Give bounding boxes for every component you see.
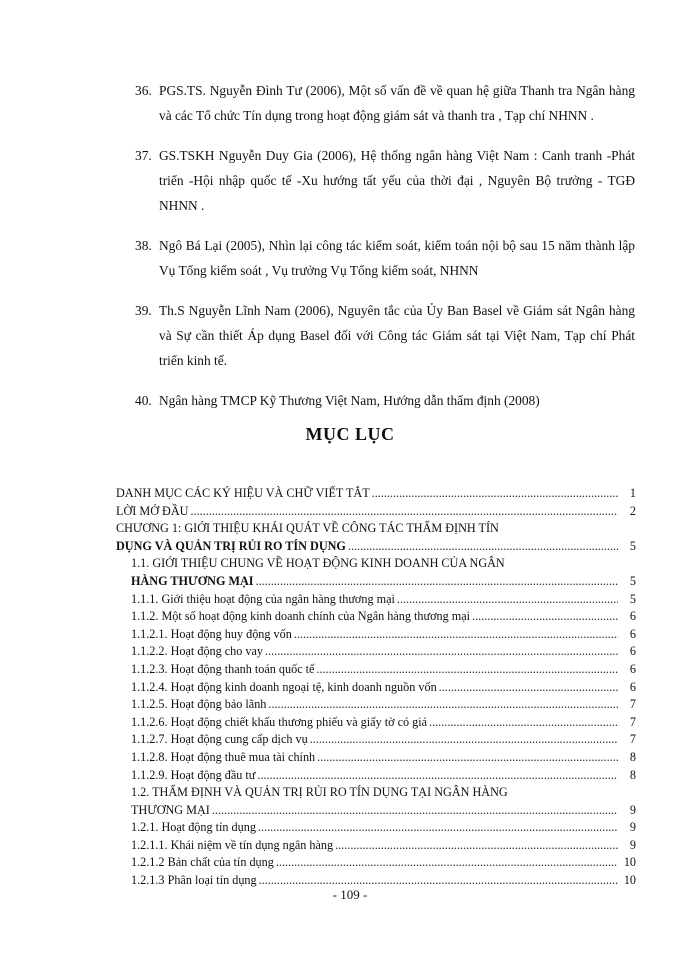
toc-entry[interactable] — [116, 520, 636, 538]
page-number-footer: - 109 - — [332, 887, 368, 902]
reference-item — [135, 233, 635, 283]
reference-text: GS.TSKH Nguyễn Duy Gia (2006), Hệ thống ngân hàng Việt Nam : Canh tranh -Phát triển -Hội nhập quốc tế -Xu hướng tất yếu của thời đại , Nguyên Bộ trưởng - TGĐ NHNN . — [159, 148, 635, 213]
toc-page-number: 6 — [629, 609, 636, 624]
toc-entry-text: LỜI MỞ ĐẦU — [116, 503, 189, 518]
toc-entry[interactable] — [116, 591, 636, 609]
toc-leader — [370, 485, 618, 503]
toc-leader — [395, 591, 618, 609]
toc-leader — [315, 749, 618, 767]
toc-page-number: 5 — [629, 538, 636, 553]
toc-entry-text: 1.2.1.1. Khái niệm về tín dụng ngân hàng — [131, 837, 334, 852]
reference-text: Ngân hàng TMCP Kỹ Thương Việt Nam, Hướng dẫn thẩm định (2008) — [159, 393, 540, 408]
toc-entry-text: DỤNG VÀ QUẢN TRỊ RỦI RO TÍN DỤNG — [116, 538, 346, 553]
toc-page-number: 10 — [623, 873, 636, 888]
toc-page-number: 9 — [629, 802, 636, 817]
table-of-contents — [116, 485, 636, 890]
toc-entry-text: 1.1.2.5. Hoạt động bảo lãnh — [131, 697, 267, 712]
reference-item — [135, 78, 635, 128]
toc-page-number: 6 — [629, 626, 636, 641]
toc-page-number: 1 — [629, 486, 636, 500]
toc-leader — [263, 643, 618, 661]
toc-entry-text: DANH MỤC CÁC KÝ HIỆU VÀ CHỮ VIẾT TẮT — [116, 486, 370, 500]
toc-entry-text: 1.2.1. Hoạt động tín dụng — [131, 820, 256, 835]
toc-leader — [274, 854, 618, 872]
toc-entry-text: 1.1.2.3. Hoạt động thanh toán quốc tế — [131, 661, 315, 676]
reference-text: Th.S Nguyễn Lĩnh Nam (2006), Nguyên tắc của Ủy Ban Basel về Giám sát Ngân hàng và Sự cần thiết Áp dụng Basel đối với Công tác Giám sát tại Việt Nam, Tạp chí Phát triển kinh tế. — [159, 303, 635, 368]
toc-page-number: 9 — [629, 820, 636, 835]
toc-page-number: 10 — [623, 855, 636, 870]
toc-entry[interactable] — [116, 819, 636, 837]
toc-entry[interactable] — [116, 573, 636, 591]
toc-title: MỤC LỤC — [305, 424, 395, 444]
toc-entry[interactable] — [116, 643, 636, 661]
toc-entry[interactable] — [116, 714, 636, 732]
toc-page-number: 5 — [629, 591, 636, 606]
toc-page-number: 5 — [629, 573, 636, 588]
toc-entry[interactable] — [116, 608, 636, 626]
toc-entry-text: CHƯƠNG 1: GIỚI THIỆU KHÁI QUÁT VỀ CÔNG TÁC THẨM ĐỊNH TÍN — [116, 521, 499, 536]
toc-entry[interactable] — [116, 485, 636, 503]
reference-number: 40. — [135, 393, 152, 408]
toc-leader — [256, 819, 618, 837]
toc-entry-text: 1.1.2.1. Hoạt động huy động vốn — [131, 626, 292, 641]
reference-list — [135, 78, 635, 428]
reference-item — [135, 388, 635, 413]
toc-entry[interactable] — [116, 854, 636, 872]
toc-entry[interactable] — [116, 784, 636, 802]
toc-entry-text: 1.1.2. Một số hoạt động kinh doanh chính của Ngân hàng thương mại — [131, 609, 471, 624]
reference-number: 36. — [135, 83, 152, 98]
toc-entry-text: 1.2. THẨM ĐỊNH VÀ QUẢN TRỊ RỦI RO TÍN DỤNG TẠI NGÂN HÀNG — [131, 785, 508, 800]
toc-entry-text: 1.1.2.7. Hoạt động cung cấp dịch vụ — [131, 732, 308, 747]
toc-entry-text: 1.1.2.2. Hoạt động cho vay — [131, 644, 264, 659]
reference-number: 38. — [135, 238, 152, 253]
toc-leader — [210, 802, 618, 820]
toc-page-number: 7 — [629, 714, 636, 729]
toc-entry[interactable] — [116, 679, 636, 697]
toc-page-number: 9 — [629, 837, 636, 852]
toc-entry-text: 1.1.1. Giới thiệu hoạt động của ngân hàng thương mại — [131, 591, 395, 606]
toc-leader — [427, 714, 618, 732]
reference-text: Ngô Bá Lại (2005), Nhìn lại công tác kiểm soát, kiểm toán nội bộ sau 15 năm thành lập Vụ Tổng kiểm soát , Vụ trưởng Vụ Tổng kiểm soát, NHNN — [159, 238, 635, 278]
toc-entry-text: 1.1.2.9. Hoạt động đầu tư — [131, 767, 256, 782]
toc-entry[interactable] — [116, 837, 636, 855]
toc-entry[interactable] — [116, 749, 636, 767]
toc-entry-text: HÀNG THƯƠNG MẠI — [131, 573, 254, 588]
reference-number: 37. — [135, 148, 152, 163]
toc-entry[interactable] — [116, 661, 636, 679]
toc-entry[interactable] — [116, 767, 636, 785]
toc-leader — [437, 679, 618, 697]
toc-page-number: 8 — [629, 749, 636, 764]
toc-leader — [188, 503, 618, 521]
toc-entry-text: 1.1.2.4. Hoạt động kinh doanh ngoại tệ, kinh doanh nguồn vốn — [131, 679, 437, 694]
toc-leader — [333, 837, 618, 855]
toc-page-number: 2 — [629, 503, 636, 518]
toc-entry[interactable] — [116, 696, 636, 714]
toc-leader — [314, 661, 618, 679]
toc-page-number: 6 — [629, 679, 636, 694]
toc-entry[interactable] — [116, 503, 636, 521]
toc-page-number: 7 — [629, 732, 636, 747]
toc-entry[interactable] — [116, 731, 636, 749]
toc-entry-text: 1.1.2.8. Hoạt động thuê mua tài chính — [131, 749, 316, 764]
toc-page-number: 6 — [629, 661, 636, 676]
toc-entry-text: 1.1. GIỚI THIỆU CHUNG VỀ HOẠT ĐỘNG KINH DOANH CỦA NGÂN — [131, 556, 505, 571]
toc-leader — [308, 731, 618, 749]
toc-entry[interactable] — [116, 538, 636, 556]
toc-leader — [254, 573, 618, 591]
reference-text: PGS.TS. Nguyễn Đình Tư (2006), Một số vấn đề về quan hệ giữa Thanh tra Ngân hàng và các Tổ chức Tín dụng trong hoạt động giám sát và thanh tra , Tạp chí NHNN . — [159, 83, 635, 123]
toc-page-number: 7 — [629, 697, 636, 712]
toc-leader — [470, 608, 618, 626]
toc-entry-text: 1.1.2.6. Hoạt động chiết khấu thương phiếu và giấy tờ có giá — [131, 714, 428, 729]
toc-entry[interactable] — [116, 626, 636, 644]
toc-entry-text: 1.2.1.3 Phân loại tín dụng — [131, 873, 257, 888]
toc-entry-text: THƯƠNG MẠI — [131, 802, 210, 817]
toc-page-number: 8 — [629, 767, 636, 782]
toc-leader — [266, 696, 618, 714]
toc-entry[interactable] — [116, 555, 636, 573]
reference-item — [135, 143, 635, 218]
reference-number: 39. — [135, 303, 152, 318]
reference-item — [135, 298, 635, 373]
toc-entry[interactable] — [116, 802, 636, 820]
toc-entry-text: 1.2.1.2 Bản chất của tín dụng — [131, 855, 274, 870]
toc-leader — [292, 626, 618, 644]
toc-leader — [255, 767, 618, 785]
toc-leader — [346, 538, 618, 556]
toc-page-number: 6 — [629, 644, 636, 659]
